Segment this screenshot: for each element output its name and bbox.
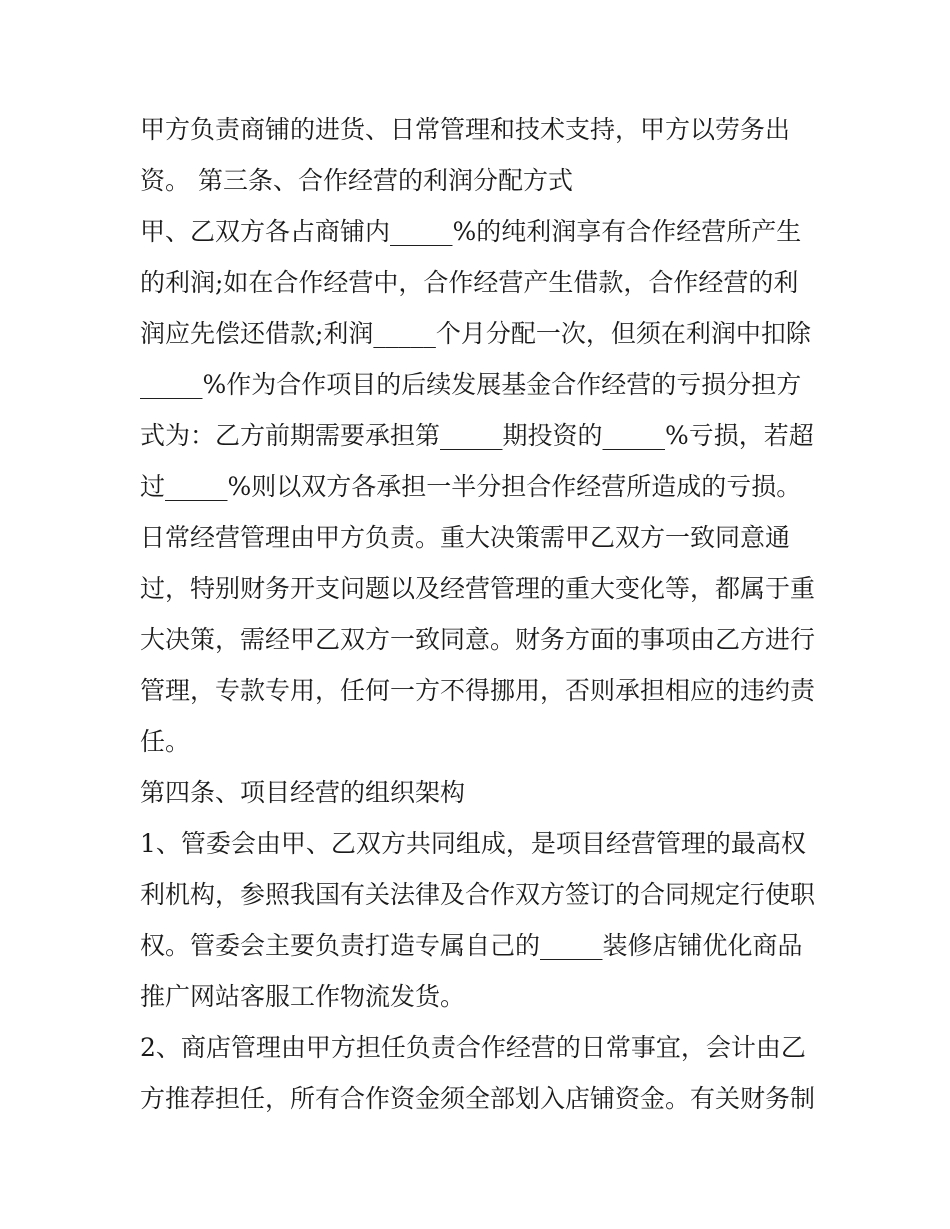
text-line: 2、商店管理由甲方担任负责合作经营的日常事宜，会计由乙: [140, 1033, 806, 1062]
text-line: 过，特别财务开支问题以及经营管理的重大变化等，都属于重: [140, 574, 816, 603]
text-line: 推广网站客服工作物流发货。: [140, 982, 466, 1011]
document-body: [140, 104, 820, 1124]
text-line: 式为：乙方前期需要承担第_____期投资的_____%亏损，若超: [140, 421, 814, 450]
text-line: 方推荐担任，所有合作资金须全部划入店铺资金。有关财务制: [140, 1084, 816, 1113]
text-line: 甲方负责商铺的进货、日常管理和技术支持，甲方以劳务出: [140, 115, 791, 144]
text-line: 资。 第三条、合作经营的利润分配方式: [140, 166, 573, 195]
text-line: _____%作为合作项目的后续发展基金合作经营的亏损分担方: [140, 370, 802, 399]
text-line: 任。: [140, 727, 191, 756]
text-line: 权。管委会主要负责打造专属自己的_____装修店铺优化商品: [140, 931, 803, 960]
text-line: 1、管委会由甲、乙双方共同组成，是项目经营管理的最高权: [140, 829, 806, 858]
text-line: 润应先偿还借款;利润_____个月分配一次，但须在利润中扣除: [140, 319, 811, 348]
text-line: 大决策，需经甲乙双方一致同意。财务方面的事项由乙方进行: [140, 625, 816, 654]
section-heading: 第四条、项目经营的组织架构: [140, 778, 466, 807]
text-line: 甲、乙双方各占商铺内_____%的纯利润享有合作经营所产生: [140, 217, 802, 246]
text-line: 日常经营管理由甲方负责。重大决策需甲乙双方一致同意通: [140, 523, 791, 552]
text-line: 利机构，参照我国有关法律及合作双方签订的合同规定行使职: [140, 880, 816, 909]
text-line: 的利润;如在合作经营中，合作经营产生借款，合作经营的利: [140, 268, 799, 297]
text-line: 管理，专款专用，任何一方不得挪用，否则承担相应的违约责: [140, 676, 816, 705]
text-line: 过_____%则以双方各承担一半分担合作经营所造成的亏损。: [140, 472, 802, 501]
